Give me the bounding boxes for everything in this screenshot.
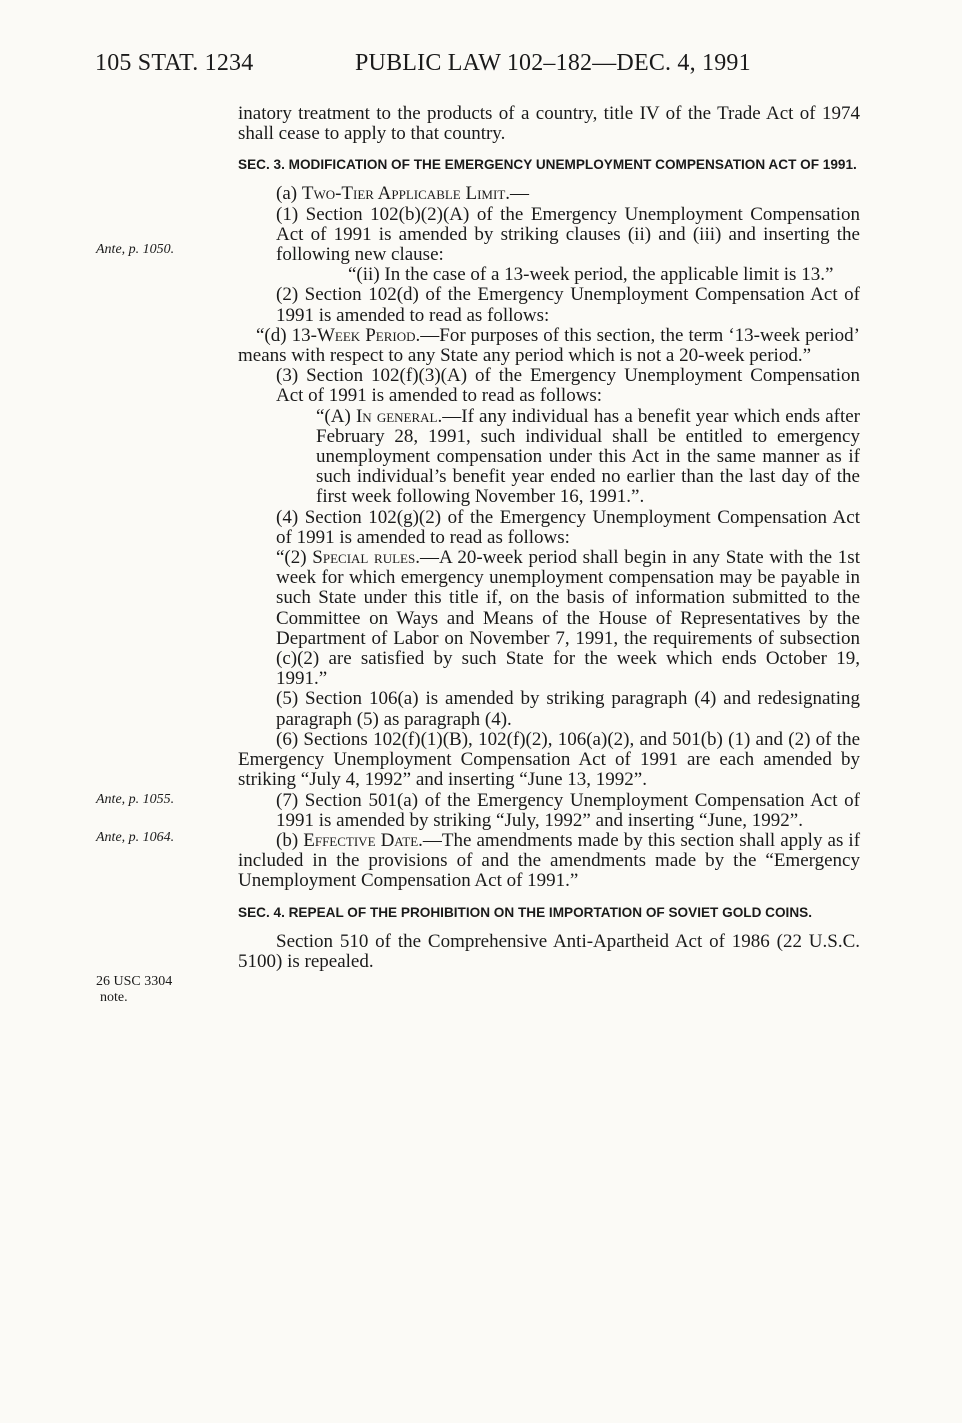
subsection-b: (b) Effective Date.—The amendments made by this section shall apply as if included in the provisions of and the amendments made by the “Emergency Unemployment Compensation Act of 1991.” — [238, 829, 861, 892]
subsection-a-heading: (a) Two-Tier Applicable Limit.— — [276, 183, 530, 205]
paragraph-final: Section 510 of the Comprehensive Anti-Apartheid Act of 1986 (22 U.S.C. 5100) is repealed. — [238, 930, 860, 972]
paragraph-3: (3) Section 102(f)(3)(A) of the Emergency Unemployment Compensation Act of 1991 is amended to read as follows: — [276, 365, 860, 407]
paragraph-continued: inatory treatment to the products of a country, title IV of the Trade Act of 1974 shall cease to apply to that country. — [238, 103, 860, 145]
running-title: PUBLIC LAW 102–182—DEC. 4, 1991 — [355, 50, 751, 76]
margin-note-usc: 26 USC 3304 note. — [96, 974, 173, 1005]
quoted-subsection-d: “(d) 13-Week Period.—For purposes of this section, the term ‘13-week period’ means with respect to any State any period which is not a 20-week period.” — [238, 324, 860, 367]
margin-note-ante-1064: Ante, p. 1064. — [96, 830, 175, 845]
quoted-special-rules: “(2) Special rules.—A 20-week period shall begin in any State with the 1st week for which emergency unemployment compensation may be payable in such State under this title if, on the basis of information submitted to the Committee on Ways and Means of the House of Representatives by the Department of Labor on November 7, 1991, the requirements of subsection (c)(2) are satisfied by such State for the week which ends October 19, 1991.” — [276, 547, 860, 690]
quoted-clause-ii: “(ii) In the case of a 13-week period, the applicable limit is 13.” — [348, 264, 834, 286]
paragraph-2: (2) Section 102(d) of the Emergency Unemployment Compensation Act of 1991 is amended to read as follows: — [276, 284, 860, 326]
body-text — [238, 104, 860, 972]
page-citation: 105 STAT. 1234 — [95, 50, 254, 76]
margin-note-ante-1050: Ante, p. 1050. — [96, 242, 175, 257]
section-4-heading: SEC. 4. REPEAL OF THE PROHIBITION ON THE IMPORTATION OF SOVIET GOLD COINS. — [238, 904, 812, 920]
paragraph-4: (4) Section 102(g)(2) of the Emergency Unemployment Compensation Act of 1991 is amended to read as follows: — [276, 506, 860, 548]
paragraph-6: (6) Sections 102(f)(1)(B), 102(f)(2), 106(a)(2), and 501(b) (1) and (2) of the Emergency Unemployment Compensation Act of 1991 are each amended by striking “July 4, 1992” and inserting “June 13, 1992”. — [238, 728, 860, 791]
section-3-heading: SEC. 3. MODIFICATION OF THE EMERGENCY UNEMPLOYMENT COMPENSATION ACT OF 1991. — [238, 157, 857, 173]
paragraph-7: (7) Section 501(a) of the Emergency Unemployment Compensation Act of 1991 is amended by striking “July, 1992” and inserting “June, 1992”. — [276, 789, 860, 831]
margin-note-ante-1055: Ante, p. 1055. — [96, 792, 175, 807]
quoted-subparagraph-a: “(A) In general.—If any individual has a benefit year which ends after February 28, 1991, such individual shall be entitled to emergency unemployment compensation under this Act in the same manner as if such individual’s benefit year ended no earlier than the last day of the first week following November 16, 1991.”. — [316, 405, 861, 508]
paragraph-1: (1) Section 102(b)(2)(A) of the Emergency Unemployment Compensation Act of 1991 is amended by striking clauses (ii) and (iii) and inserting the following new clause: — [276, 203, 860, 266]
paragraph-5: (5) Section 106(a) is amended by striking paragraph (4) and redesignating paragraph (5) as paragraph (4). — [276, 688, 860, 730]
